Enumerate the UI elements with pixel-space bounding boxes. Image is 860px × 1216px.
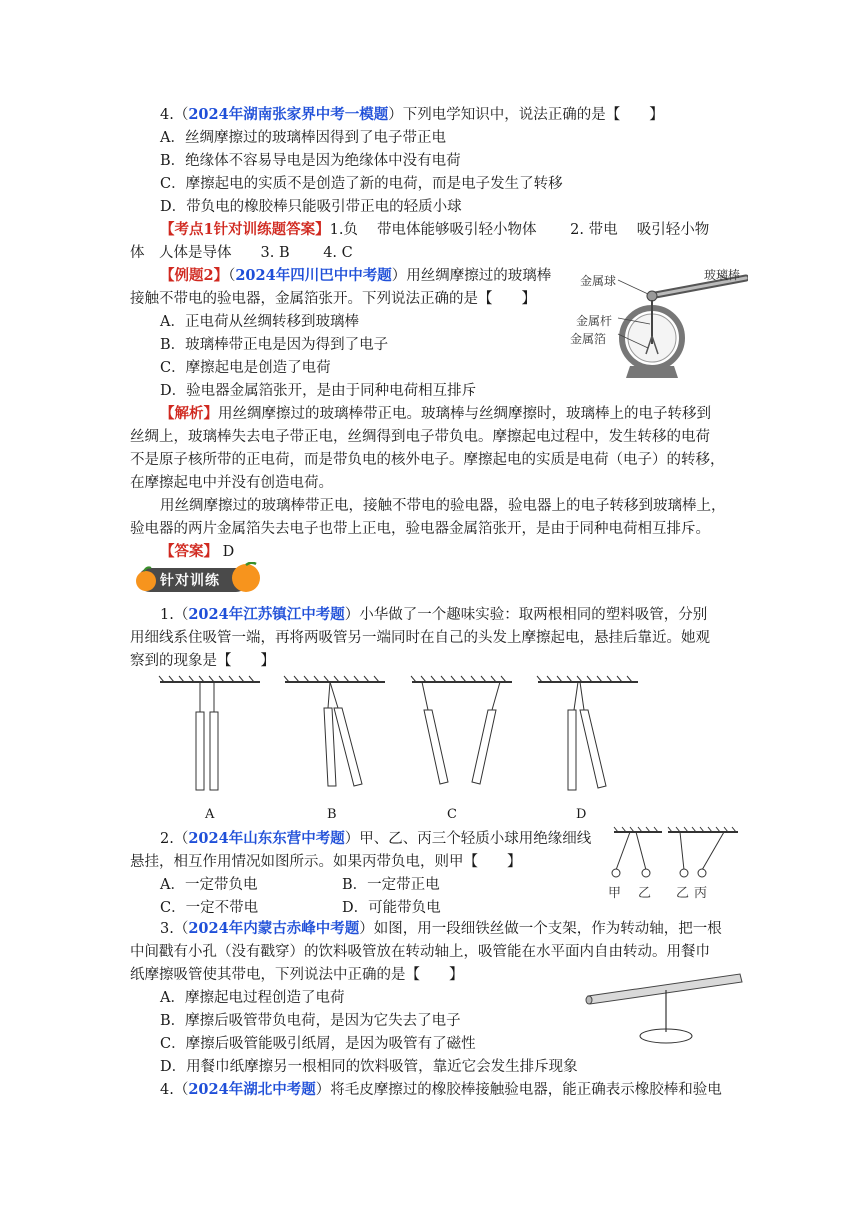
example2-stem2: 接触不带电的验电器，金属箔张开。下列说法正确的是【 】 [130,291,536,307]
straw-pair-c [411,676,512,784]
label-glass-rod: 玻璃棒 [704,268,741,282]
q2-option-a: A．一定带负电 [160,877,258,893]
q1-choice-b: B [327,807,337,822]
ball-label-yi-2: 乙 [676,886,690,901]
analysis-line2: 丝绸上，玻璃棒失去电子带正电，丝绸得到电子带负电。摩擦起电过程中，发生转移的电荷 [130,429,710,445]
straw-pair-d [537,676,638,790]
analysis-line6: 验电器的两片金属箔失去电子也带上正电，验电器金属箔张开，是由于同种电荷相互排斥。 [130,521,710,537]
q1-line1: 1.（2024年江苏镇江中考题）小华做了一个趣味实验：取两根相同的塑料吸管，分别 [160,606,708,623]
example2-option-b: B．玻璃棒带正电是因为得到了电子 [160,337,389,353]
practice-banner [130,562,270,596]
q2-balls-figure [606,824,746,904]
label-metal-ball: 金属球 [580,274,617,288]
label-metal-pole: 金属杆 [576,314,613,328]
ball-label-yi-1: 乙 [638,886,652,901]
q3-straw-figure [580,968,750,1048]
q2-option-b: B．一定带正电 [342,877,440,893]
electroscope-figure [568,262,748,382]
q3-option-c: C．摩擦后吸管能吸引纸屑，是因为吸管有了磁性 [160,1036,476,1052]
q1-straws-figure [150,672,650,802]
q4-option-c: C．摩擦起电的实质不是创造了新的电荷，而是电子发生了转移 [160,176,563,192]
analysis-line3: 不是原子核所带的正电荷，而是带负电的核外电子。摩擦起电的实质是电荷（电子）的转移， [130,452,725,468]
example2-stem1: 【例题2】（2024年四川巴中中考题）用丝绸摩擦过的玻璃棒 [160,267,552,284]
analysis-line4: 在摩擦起电中并没有创造电荷。 [130,475,333,491]
ball-label-bing: 丙 [694,886,708,901]
straw-pair-b [284,676,385,786]
q3-option-b: B．摩擦后吸管带负电荷，是因为它失去了电子 [160,1013,461,1029]
q4b-line1: 4.（2024年湖北中考题）将毛皮摩擦过的橡胶棒接触验电器，能正确表示橡胶棒和验电 [160,1081,722,1098]
answer-line: 【答案】 D [160,543,235,560]
straw-pair-a [159,676,260,790]
example2-option-a: A．正电荷从丝绸转移到玻璃棒 [160,314,359,330]
q1-choice-d: D [576,807,587,822]
q3-option-a: A．摩擦起电过程创造了电荷 [160,990,345,1006]
analysis-line1: 【解析】用丝绸摩擦过的玻璃棒带正电。玻璃棒与丝绸摩擦时，玻璃棒上的电子转移到 [160,405,711,422]
ball-label-jia: 甲 [608,886,622,901]
q2-option-d: D．可能带负电 [342,900,441,916]
example2-option-d: D．验电器金属箔张开，是由于同种电荷相互排斥 [160,383,477,399]
q1-choice-c: C [447,807,457,822]
q4-option-b: B．绝缘体不容易导电是因为绝缘体中没有电荷 [160,153,461,169]
answer-key-line2: 体 人体是导体 3. B 4. C [130,245,353,261]
q3-line1: 3.（2024年内蒙古赤峰中考题）如图，用一段细铁丝做一个支架，作为转动轴，把一根 [160,920,722,937]
q4-stem: 4.（2024年湖南张家界中考一模题）下列电学知识中，说法正确的是【 】 [160,106,664,123]
q4-option-d: D．带负电的橡胶棒只能吸引带正电的轻质小球 [160,199,462,215]
q1-line2: 用细线系住吸管一端，再将两吸管另一端同时在自己的头发上摩擦起电，悬挂后靠近。她观 [130,630,710,646]
q2-line1: 2.（2024年山东东营中考题）甲、乙、丙三个轻质小球用绝缘细线 [160,830,592,847]
q3-line2: 中间戳有小孔（没有戳穿）的饮料吸管放在转动轴上，吸管能在水平面内自由转动。用餐巾 [130,944,710,960]
q2-line2: 悬挂，相互作用情况如图所示。如果丙带负电，则甲【 】 [130,854,522,870]
q4-option-a: A．丝绸摩擦过的玻璃棒因得到了电子带正电 [160,130,446,146]
label-metal-foil: 金属箔 [570,332,607,346]
q2-option-c: C．一定不带电 [160,900,259,916]
q1-line3: 察到的现象是【 】 [130,653,275,669]
example2-option-c: C．摩擦起电是创造了电荷 [160,360,331,376]
answer-key-line1: 【考点1针对训练题答案】1.负 带电体能够吸引轻小物体 2. 带电 吸引轻小物 [160,221,710,238]
q1-choice-a: A [205,807,215,822]
q3-line3: 纸摩擦吸管使其带电，下列说法中正确的是【 】 [130,967,464,983]
practice-banner-label: 针对训练 [160,573,220,589]
analysis-line5: 用丝绸摩擦过的玻璃棒带正电，接触不带电的验电器，验电器上的电子转移到玻璃棒上， [160,498,726,514]
q3-option-d: D．用餐巾纸摩擦另一根相同的饮料吸管，靠近它会发生排斥现象 [160,1059,578,1075]
